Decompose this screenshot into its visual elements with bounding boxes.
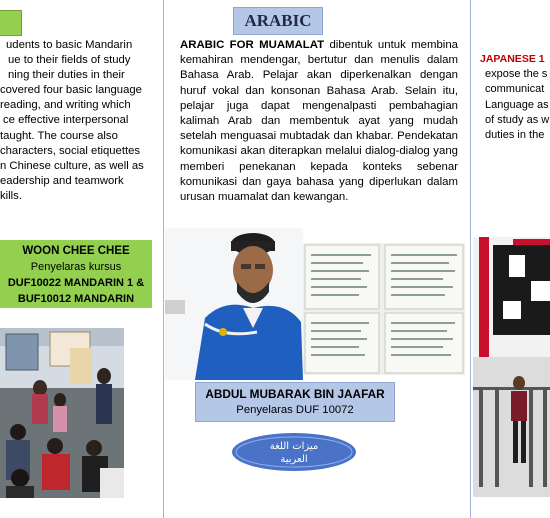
mandarin-course-2: BUF10012 MANDARIN (17, 293, 135, 305)
svg-text:ميزات اللغة: ميزات اللغة (269, 441, 319, 452)
japanese-description (480, 38, 550, 143)
japanese-desc-line: communicat (485, 83, 545, 96)
japanese-course-title: JAPANESE 1 (480, 53, 545, 65)
mandarin-desc-line: reading, and writing which (0, 99, 131, 112)
arabic-coordinator-photo (165, 228, 303, 380)
mandarin-coordinator-box (0, 240, 152, 308)
arabic-calligraphy-logo (231, 432, 357, 472)
mandarin-desc-line: covered four basic language (0, 84, 142, 97)
japanese-desc-line: expose the s (485, 68, 548, 81)
mandarin-course-1: DUF10022 MANDARIN 1 & (7, 277, 145, 289)
mandarin-desc-line: ning their duties in their (8, 69, 125, 82)
arabic-course-body: dibentuk untuk membina kemahiran mendengar, bertutur dan menulis dalam Bahasa Arab. Pelajar akan diperkenalkan dengan huruf vokal dan konsonan Bahasa Arab. Selain itu, pelajar juga dapat mengenalpasti pembahagian kalimah Arab dan membentuk ayat yang mudah setelah menguasai mubtadak dan khabar. Pendekatan komunikasi akan diterapkan melalui dialog-dialog yang memberi penekanan kepada konteks sebenar komunikasi dan gaya bahasa yang diperlukan dalam urusan muamalat dan kewangan. (180, 39, 458, 204)
japanese-desc-line: of study as w (485, 113, 550, 126)
arabic-notes-photo (303, 243, 465, 375)
mandarin-desc-line: kills. (0, 189, 22, 202)
mandarin-desc-line: characters, social etiquettes (0, 144, 141, 157)
mandarin-classroom-photo (0, 328, 124, 498)
mandarin-desc-line: n Chinese culture, as well as (0, 159, 144, 172)
arabic-description (180, 38, 458, 205)
mandarin-header-tab (0, 10, 22, 36)
japanese-desc-line: Language as (485, 98, 549, 111)
mandarin-desc-line: ue to their fields of study (8, 54, 131, 67)
arabic-header: ARABIC (233, 7, 323, 35)
mandarin-desc-line: eadership and teamwork (0, 174, 124, 187)
column-divider-right (470, 0, 471, 518)
arabic-coordinator-name: ABDUL MUBARAK BIN JAAFAR (205, 387, 385, 401)
japanese-class-photo (473, 237, 550, 497)
arabic-coordinator-box (195, 382, 395, 422)
svg-text:العربية: العربية (280, 454, 308, 465)
mandarin-desc-line: taught. The course also (0, 129, 118, 142)
arabic-coordinator-role: Penyelaras DUF 10072 (236, 404, 354, 416)
arabic-course-title: ARABIC FOR MUAMALAT (180, 39, 325, 51)
mandarin-description (0, 38, 163, 204)
japanese-desc-line: duties in the (485, 129, 545, 142)
mandarin-desc-line: ce effective interpersonal (3, 114, 129, 127)
mandarin-coordinator-name: WOON CHEE CHEE (22, 245, 130, 257)
mandarin-desc-line: udents to basic Mandarin (6, 39, 133, 51)
mandarin-coordinator-role: Penyelaras kursus (30, 261, 122, 273)
column-divider-left (163, 0, 164, 518)
